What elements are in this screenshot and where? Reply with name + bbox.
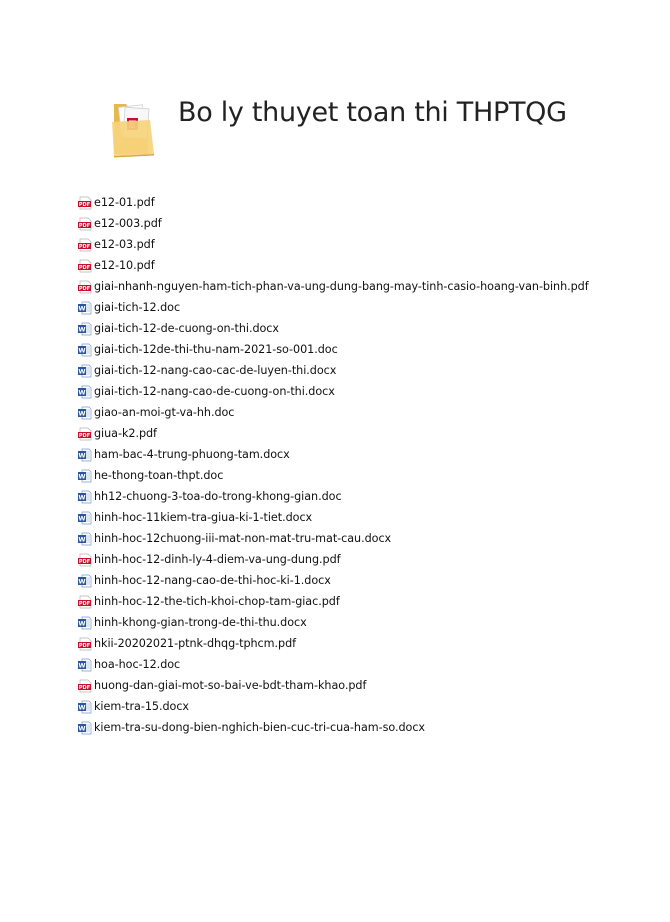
word-file-icon (78, 322, 92, 336)
word-file-icon (78, 301, 92, 315)
svg-text:W: W (78, 388, 86, 397)
svg-text:W: W (78, 346, 86, 355)
file-name: giai-tich-12-de-cuong-on-thi.docx (94, 322, 279, 335)
file-name: giua-k2.pdf (94, 427, 157, 440)
pdf-file-icon (78, 196, 92, 210)
svg-text:PDF: PDF (78, 684, 91, 691)
file-name: hinh-hoc-12-nang-cao-de-thi-hoc-ki-1.docx (94, 574, 331, 587)
svg-text:W: W (78, 409, 86, 418)
file-name: hinh-hoc-12chuong-iii-mat-non-mat-tru-mat-cau.docx (94, 532, 392, 545)
pdf-file-icon (78, 427, 92, 441)
svg-text:W: W (78, 577, 86, 586)
svg-text:PDF: PDF (78, 558, 91, 565)
file-name: e12-01.pdf (94, 196, 155, 209)
word-file-icon (78, 364, 92, 378)
pdf-file-icon (78, 259, 92, 273)
file-list-item[interactable] (78, 255, 589, 276)
word-file-icon (78, 616, 92, 630)
word-file-icon (78, 574, 92, 588)
file-list-item[interactable] (78, 234, 589, 255)
svg-text:W: W (78, 367, 86, 376)
file-name: giai-tich-12-nang-cao-de-cuong-on-thi.docx (94, 385, 335, 398)
file-name: hkii-20202021-ptnk-dhqg-tphcm.pdf (94, 637, 297, 650)
svg-text:W: W (78, 724, 86, 733)
svg-text:W: W (78, 325, 86, 334)
file-name: e12-10.pdf (94, 259, 155, 272)
word-file-icon (78, 700, 92, 714)
word-file-icon (78, 385, 92, 399)
pdf-file-icon (78, 217, 92, 231)
file-list-item[interactable] (78, 213, 589, 234)
svg-text:W: W (78, 703, 86, 712)
file-list-item[interactable] (78, 276, 589, 297)
file-name: giao-an-moi-gt-va-hh.doc (94, 406, 235, 419)
file-name: hinh-hoc-12-dinh-ly-4-diem-va-ung-dung.pdf (94, 553, 341, 566)
svg-text:W: W (78, 619, 86, 628)
file-list-item[interactable] (78, 444, 589, 465)
svg-text:W: W (78, 451, 86, 460)
svg-text:W: W (78, 493, 86, 502)
svg-text:PDF: PDF (78, 642, 91, 649)
pdf-file-icon (78, 637, 92, 651)
folder-header (110, 96, 567, 158)
word-file-icon (78, 448, 92, 462)
file-list-item[interactable] (78, 717, 589, 738)
file-name: kiem-tra-su-dong-bien-nghich-bien-cuc-tri-cua-ham-so.docx (94, 721, 426, 734)
word-file-icon (78, 721, 92, 735)
svg-text:W: W (78, 304, 86, 313)
file-list (78, 192, 589, 738)
file-list-item[interactable] (78, 570, 589, 591)
file-list-item[interactable] (78, 381, 589, 402)
pdf-file-icon (78, 238, 92, 252)
file-name: e12-03.pdf (94, 238, 155, 251)
file-name: hinh-khong-gian-trong-de-thi-thu.docx (94, 616, 307, 629)
svg-text:PDF: PDF (78, 264, 91, 271)
file-list-item[interactable] (78, 528, 589, 549)
folder-title: Bo ly thuyet toan thi THPTQG (178, 97, 567, 128)
pdf-file-icon (78, 595, 92, 609)
svg-text:W: W (78, 514, 86, 523)
svg-text:W: W (78, 535, 86, 544)
word-file-icon (78, 658, 92, 672)
file-list-item[interactable] (78, 591, 589, 612)
file-list-item[interactable] (78, 339, 589, 360)
file-name: hinh-hoc-12-the-tich-khoi-chop-tam-giac.pdf (94, 595, 340, 608)
word-file-icon (78, 511, 92, 525)
file-list-item[interactable] (78, 318, 589, 339)
file-name: hinh-hoc-11kiem-tra-giua-ki-1-tiet.docx (94, 511, 313, 524)
file-list-item[interactable] (78, 402, 589, 423)
svg-text:W: W (78, 661, 86, 670)
svg-text:PDF: PDF (78, 243, 91, 250)
word-file-icon (78, 532, 92, 546)
folder-with-pdf-icon[interactable] (110, 96, 160, 158)
svg-text:PDF: PDF (78, 201, 91, 208)
pdf-file-icon (78, 280, 92, 294)
svg-text:W: W (78, 472, 86, 481)
file-name: hoa-hoc-12.doc (94, 658, 181, 671)
word-file-icon (78, 406, 92, 420)
file-list-item[interactable] (78, 360, 589, 381)
file-name: kiem-tra-15.docx (94, 700, 189, 713)
file-list-item[interactable] (78, 465, 589, 486)
file-list-item[interactable] (78, 675, 589, 696)
pdf-file-icon (78, 679, 92, 693)
file-name: hh12-chuong-3-toa-do-trong-khong-gian.doc (94, 490, 342, 503)
file-list-item[interactable] (78, 549, 589, 570)
file-list-item[interactable] (78, 423, 589, 444)
file-name: giai-nhanh-nguyen-ham-tich-phan-va-ung-dung-bang-may-tinh-casio-hoang-van-binh.pdf (94, 280, 589, 293)
file-name: giai-tich-12.doc (94, 301, 181, 314)
file-list-item[interactable] (78, 507, 589, 528)
file-list-item[interactable] (78, 612, 589, 633)
file-list-item[interactable] (78, 297, 589, 318)
pdf-file-icon (78, 553, 92, 567)
file-name: giai-tich-12-nang-cao-cac-de-luyen-thi.docx (94, 364, 337, 377)
file-list-item[interactable] (78, 696, 589, 717)
file-list-item[interactable] (78, 486, 589, 507)
file-name: e12-003.pdf (94, 217, 162, 230)
file-list-item[interactable] (78, 654, 589, 675)
file-name: giai-tich-12de-thi-thu-nam-2021-so-001.doc (94, 343, 338, 356)
file-name: huong-dan-giai-mot-so-bai-ve-bdt-tham-khao.pdf (94, 679, 367, 692)
word-file-icon (78, 343, 92, 357)
svg-text:PDF: PDF (78, 600, 91, 607)
file-name: he-thong-toan-thpt.doc (94, 469, 224, 482)
file-name: ham-bac-4-trung-phuong-tam.docx (94, 448, 290, 461)
svg-text:PDF: PDF (78, 432, 91, 439)
word-file-icon (78, 469, 92, 483)
file-list-item[interactable] (78, 633, 589, 654)
svg-text:PDF: PDF (78, 222, 91, 229)
svg-text:PDF: PDF (78, 285, 91, 292)
word-file-icon (78, 490, 92, 504)
file-list-item[interactable] (78, 192, 589, 213)
